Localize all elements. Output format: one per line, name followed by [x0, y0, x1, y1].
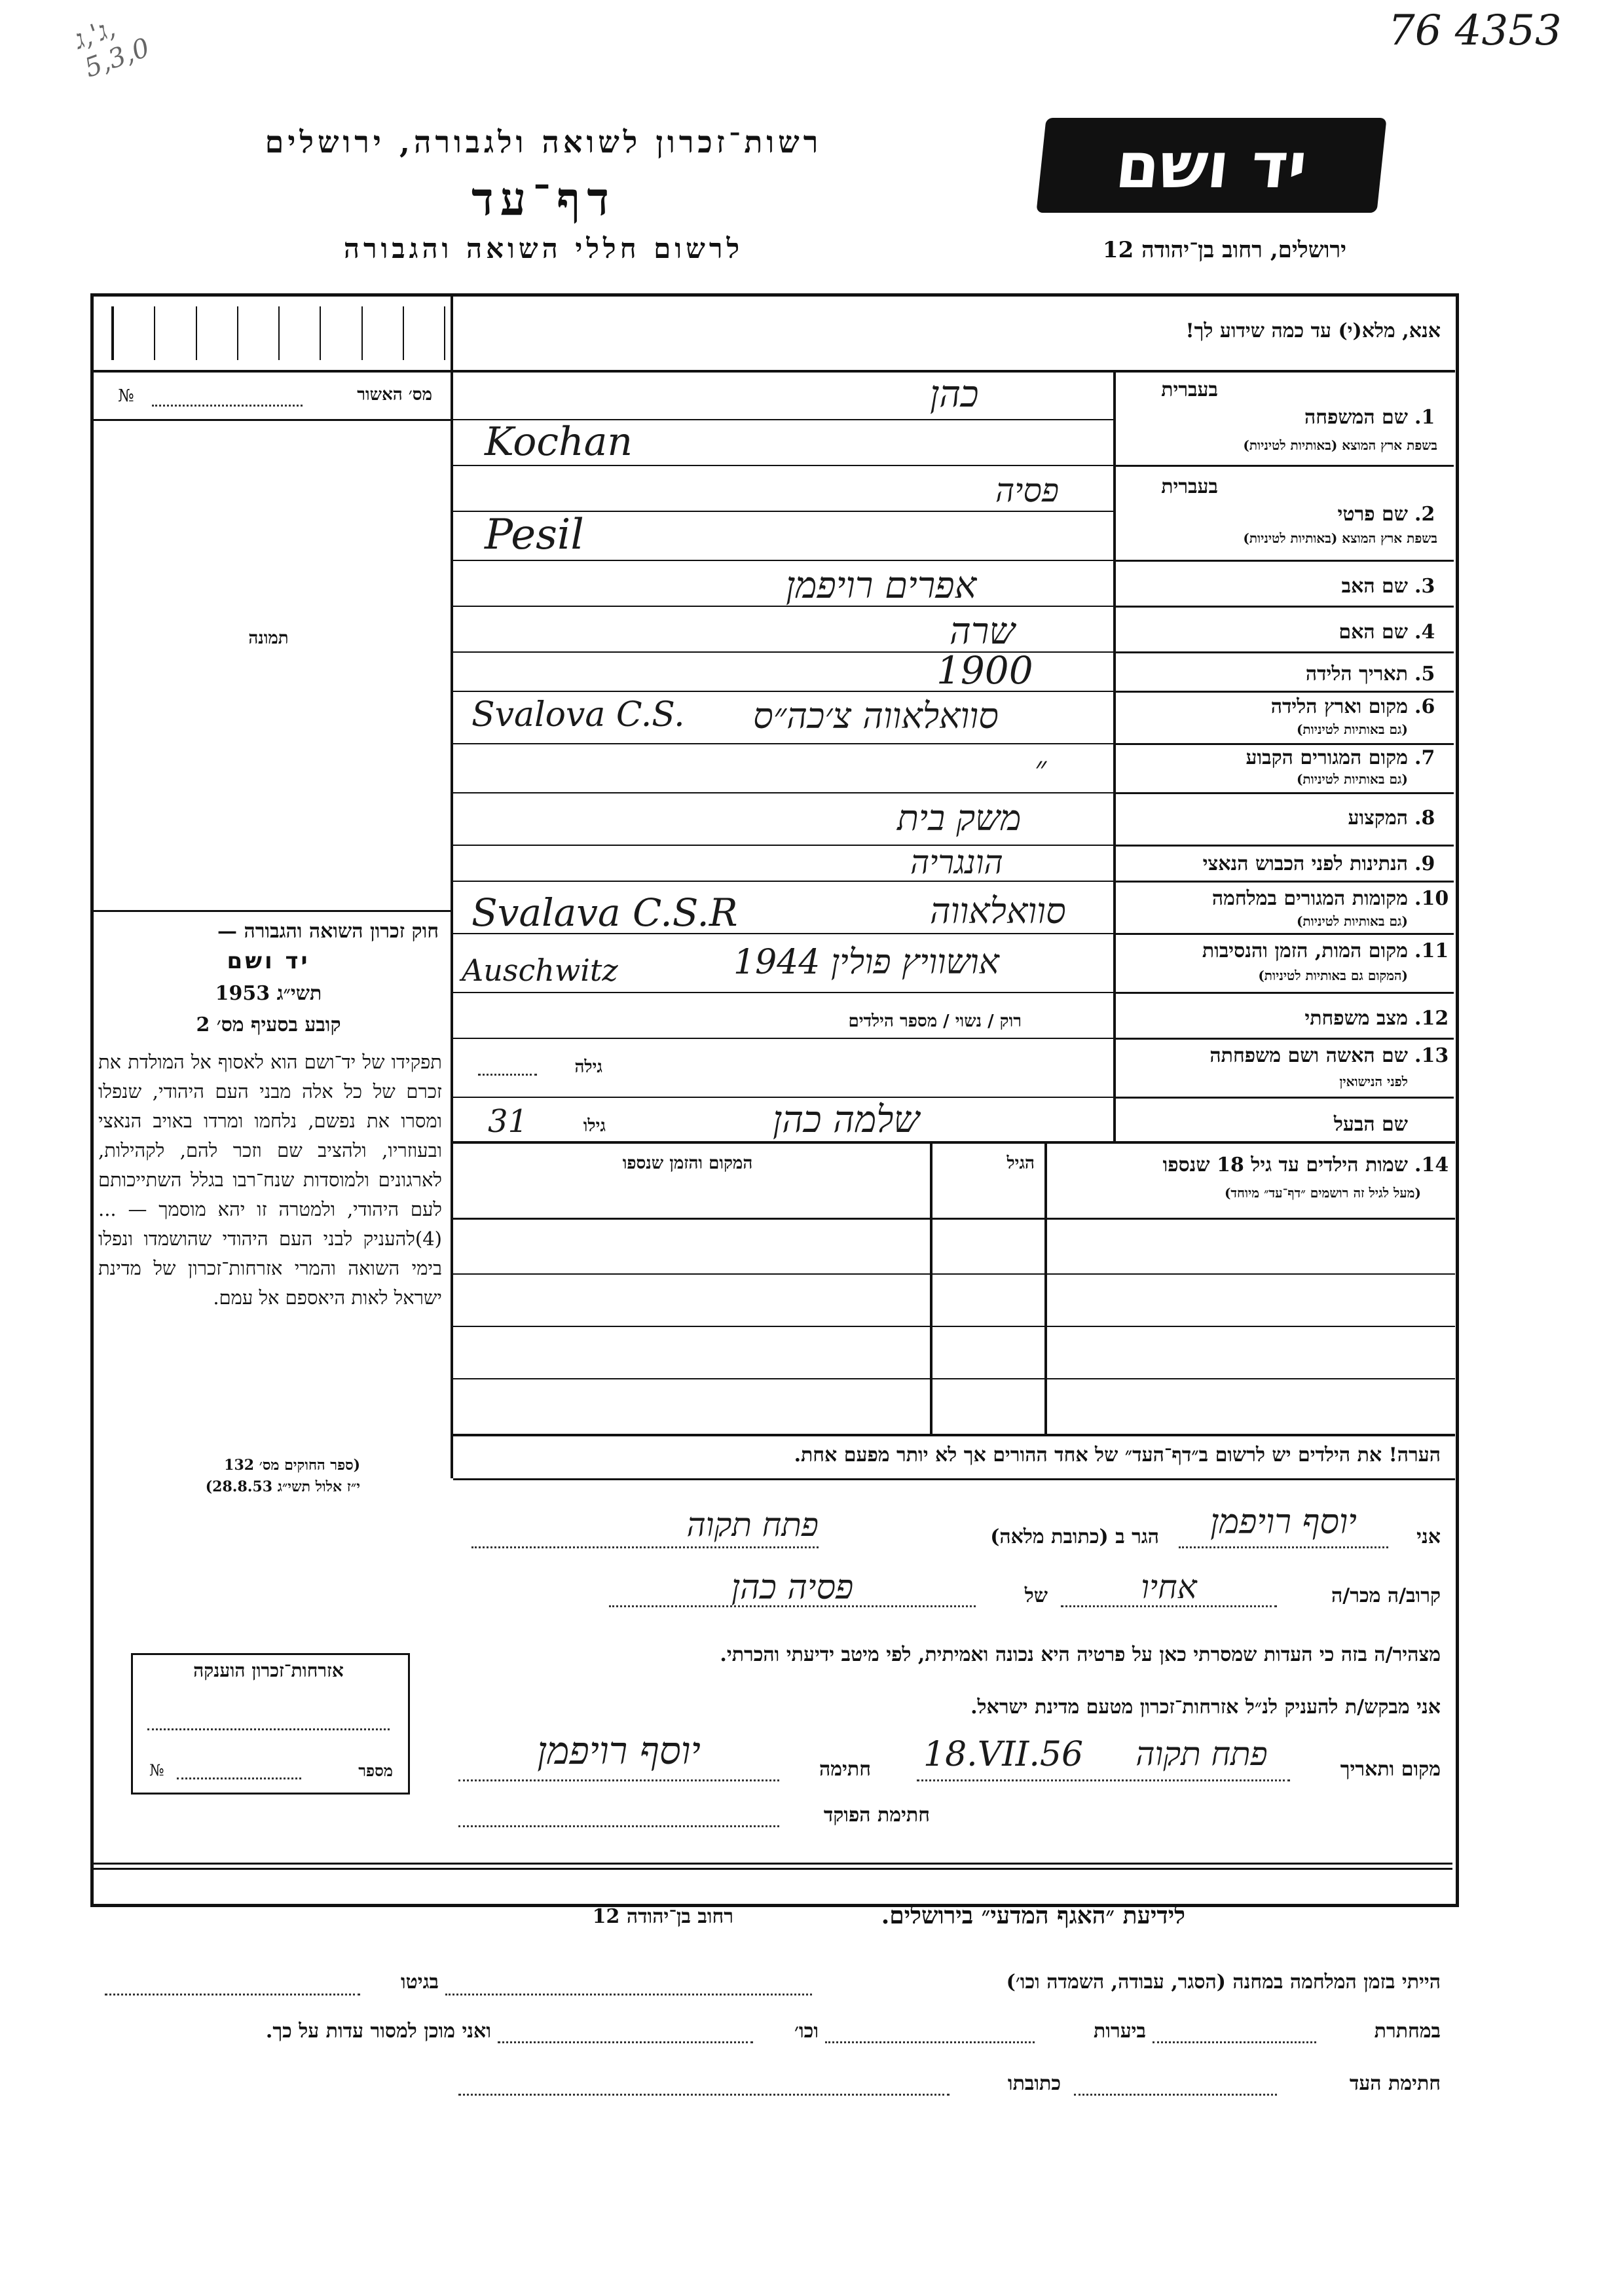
witness-address-label: כתובתו [1007, 2072, 1061, 2095]
surname-latin-value[interactable]: Kochan [485, 419, 633, 465]
law-title: חוק זכרון השואה והגבורה — [217, 920, 439, 943]
margin-note: ג',ג, 5,3,0 [70, 12, 154, 84]
row2-number: 2. [1414, 503, 1435, 526]
form-subtitle: לרשום חללי השואה והגבורה [343, 232, 744, 264]
witness-signature-field[interactable] [1074, 2094, 1277, 2096]
row2-sub: בשפת ארץ המוצא (באותיות לטיניות) [1243, 530, 1437, 546]
row13-sub: לפני הנישואין [1339, 1074, 1408, 1089]
citizenship-title: אזרחות־זכרון הוענקה [193, 1660, 344, 1681]
birth-date-value[interactable]: 1900 [936, 648, 1033, 693]
law-year: תשי״ג 1953 [215, 982, 322, 1005]
row11-number: 11. [1414, 939, 1449, 962]
residence-value[interactable]: ״ [1035, 750, 1047, 786]
footer-frame [90, 1861, 1452, 1862]
underground-label: במחתרת [1374, 2020, 1441, 2043]
birth-place-value[interactable]: סוואלאווה צ׳כה״ס [753, 695, 999, 737]
request-text: אני מבקש/ת להעניק לנ״ל אזרחות־זכרון מטעם מדינת ישראל. [970, 1696, 1441, 1719]
row2-label: שם פרטי [1337, 503, 1408, 526]
law-text: תפקידו של יד־ושם הוא לאסוף אל המולדת את זכרם של כל אלה מבני העם היהודי, שנפלו ומסרו את נפשם, נלחמו ומרדו באויב הנאצי ובעוזריו, ולהציב שם וזכר להם, לקהילות, לארגונים ולמוסדות שנח־רבו בגלל השתייכותם לעם היהודי, ולמטרה זו יהא מוסמך — ...(4)להעניק לבני העם היהודי שהושמדו ונפלו בימי השואה והמרי אזרחות־זכרון של מדינת ישראל לאות היאספם אל עמם. [98, 1051, 442, 1309]
yad-vashem-logo [1036, 118, 1386, 213]
husband-name-value[interactable]: שלמה כהן [773, 1099, 920, 1141]
row9-number: 9. [1414, 852, 1435, 875]
officer-signature-label: חתימת הפוקד [823, 1804, 930, 1827]
mother-name-value[interactable]: שרה [950, 610, 1015, 653]
cert-number-field[interactable] [152, 405, 303, 407]
row8-label: המקצוע [1348, 807, 1408, 829]
form-intro: אנא, מלא(י) עד כמה שידוע לך! [1185, 319, 1441, 342]
row13-number: 13. [1414, 1044, 1449, 1067]
row7-number: 7. [1414, 746, 1435, 769]
officer-signature-field[interactable] [458, 1825, 779, 1827]
row7-label: מקום המגורים הקבוע [1246, 746, 1408, 769]
of-label: של [1024, 1584, 1048, 1607]
logo-text: יד ושם [1112, 128, 1311, 202]
forests-field[interactable] [825, 2041, 1035, 2043]
cert-number-boxes [111, 306, 445, 360]
husband-age-label: גילו [583, 1116, 606, 1136]
children-place-header: המקום והזמן שנספו [622, 1154, 753, 1173]
cert-number-sign: № [118, 386, 134, 406]
label-divider [1113, 370, 1116, 1141]
place-date-label: מקום ותאריך [1340, 1758, 1441, 1781]
ghetto-label: בגיטו [400, 1971, 439, 1994]
row6-number: 6. [1414, 695, 1435, 718]
row1-label: שם המשפחה [1304, 406, 1408, 429]
occupation-value[interactable]: משק בית [897, 797, 1022, 839]
row3-number: 3. [1414, 575, 1435, 598]
declarant-name-value[interactable]: יוסף רויפמן [1210, 1503, 1357, 1542]
ghetto-field[interactable] [105, 1994, 360, 1995]
photo-label: תמונה [248, 629, 289, 648]
place-value[interactable]: פתח תקוה [1135, 1735, 1268, 1773]
wartime-residence-latin-value[interactable]: Svalava C.S.R [471, 890, 738, 935]
row12-label: מצב משפחתי [1304, 1007, 1408, 1030]
wife-age-field[interactable] [478, 1074, 537, 1076]
wife-age-label: גילה [574, 1057, 602, 1077]
death-place-value[interactable]: אושוויץ פולין 1944 [733, 943, 999, 982]
witness-address-field[interactable] [458, 2094, 950, 2096]
panel-divider [451, 293, 453, 1478]
footer-line1: הייתי בזמן המלחמה במחנה (הסגר, עבודה, השמדה וכו׳) [1006, 1971, 1441, 1994]
first-name-hebrew-value[interactable]: פסיה [995, 471, 1060, 509]
form-title: דף־עד [471, 172, 616, 226]
row1-number: 1. [1414, 406, 1435, 429]
declarant-label: אני [1416, 1525, 1441, 1548]
row6-label: מקום וארץ הלידה [1270, 695, 1408, 718]
row11-sub: (המקום גם באותיות לטיניות) [1258, 968, 1408, 983]
father-name-value[interactable]: אפרים רויפמן [786, 564, 977, 607]
forests-label: ביערות [1093, 2020, 1146, 2043]
row6-sub: (גם באותיות לטיניות) [1296, 721, 1408, 737]
children-label: שמות הילדים עד גיל 18 שנספו [1162, 1154, 1408, 1176]
underground-field[interactable] [1153, 2041, 1316, 2043]
row12-number: 12. [1414, 1007, 1449, 1030]
citizenship-number-field[interactable] [177, 1777, 301, 1779]
row2-hebrew-note: בעברית [1161, 475, 1218, 498]
etc-field[interactable] [498, 2041, 753, 2043]
children-note: הערה! את הילדים יש לרשום ב״דף־העד״ של אחד ההורים אך לא יותר מפעם אחת. [794, 1444, 1441, 1467]
law-logo: יד ושם [227, 948, 310, 974]
law-section: קובע בסעיף מס׳ 2 [196, 1013, 341, 1036]
death-place-latin-value[interactable]: Auschwitz [462, 953, 618, 988]
footer-title: לידיעת ״האגף המדעי״ בירושלים. [881, 1902, 1185, 1929]
willing-text: ואני מוכן למסור עדות על כך. [265, 2020, 491, 2043]
wartime-residence-value[interactable]: סוואלאווה [930, 890, 1066, 932]
of-value[interactable]: פסיה כהן [731, 1568, 854, 1607]
date-value[interactable]: 18.VII.56 [923, 1735, 1084, 1774]
signature-value[interactable]: יוסף רויפמן [537, 1728, 701, 1773]
row10-number: 10. [1414, 887, 1449, 910]
row8-number: 8. [1414, 807, 1435, 829]
etc-label: וכו׳ [794, 2020, 819, 2043]
row3-label: שם האב [1341, 575, 1408, 598]
row9-label: הנתינות לפני הכבוש הנאצי [1202, 852, 1408, 875]
citizenship-number-label: מספר [358, 1761, 393, 1780]
residing-label: הגר ב (כתובת מלאה) [990, 1525, 1159, 1548]
law-ref-2: י״ז אלול תשי״ג 28.8.53) [205, 1478, 360, 1495]
row13-label: שם האשה ושם משפחתה [1209, 1044, 1408, 1067]
law-ref-1: (ספר החוקים מס׳ 132 [224, 1457, 360, 1474]
children-age-header: הגיל [1006, 1154, 1035, 1173]
witness-signature-label: חתימת העד [1349, 2072, 1441, 2095]
row10-sub: (גם באותיות לטיניות) [1296, 913, 1408, 929]
authority-name: רשות־זכרון לשואה ולגבורה, ירושלים [265, 124, 822, 160]
row5-label: תאריך הלידה [1305, 663, 1408, 685]
row5-number: 5. [1414, 663, 1435, 685]
marital-status-value[interactable]: רוק / נשוי / מספר הילדים [848, 1011, 1022, 1031]
footer-address: רחוב בן־יהודה 12 [592, 1905, 733, 1928]
camp-field[interactable] [445, 1994, 812, 1995]
row4-label: שם האם [1338, 621, 1408, 644]
row4-number: 4. [1414, 621, 1435, 644]
row1-sub: בשפת ארץ המוצא (באותיות לטיניות) [1243, 437, 1437, 453]
row10-label: מקומות המגורים במלחמה [1211, 887, 1408, 910]
signature-label: חתימה [819, 1758, 871, 1781]
declaration-text: מצהיר/ה בזה כי העדות שמסרתי כאן על פרטיה היא נכונה ואמיתית, לפי מיטב ידיעתי והכרתי. [720, 1643, 1441, 1666]
address: ירושלים, רחוב בן־יהודה 12 [1102, 237, 1347, 263]
nationality-value[interactable]: הונגריה [910, 843, 1003, 881]
surname-hebrew-value[interactable]: כהן [930, 373, 979, 416]
children-sub: (מעל לגיל זה רושמים ״דף־עד״ מיוחד) [1224, 1185, 1421, 1201]
first-name-latin-value[interactable]: Pesil [485, 511, 584, 559]
husband-age-value[interactable]: 31 [488, 1103, 528, 1140]
cert-number-label: מס׳ האשור [357, 385, 432, 405]
birth-place-latin-value[interactable]: Svalova C.S. [471, 695, 685, 735]
row7-sub: (גם באותיות לטיניות) [1296, 771, 1408, 787]
row1-hebrew-note: בעברית [1161, 378, 1218, 401]
relative-value[interactable]: אחיו [1141, 1568, 1197, 1606]
residing-value[interactable]: פתח תקוה [686, 1506, 819, 1544]
row11-label: מקום המות, הזמן והנסיבות [1202, 939, 1408, 962]
archive-number: 76 4353 [1388, 7, 1562, 55]
husband-label: שם הבעל [1333, 1113, 1408, 1136]
relative-label: קרוב/ה מכר/ה [1331, 1584, 1441, 1607]
children-number: 14. [1414, 1154, 1449, 1176]
